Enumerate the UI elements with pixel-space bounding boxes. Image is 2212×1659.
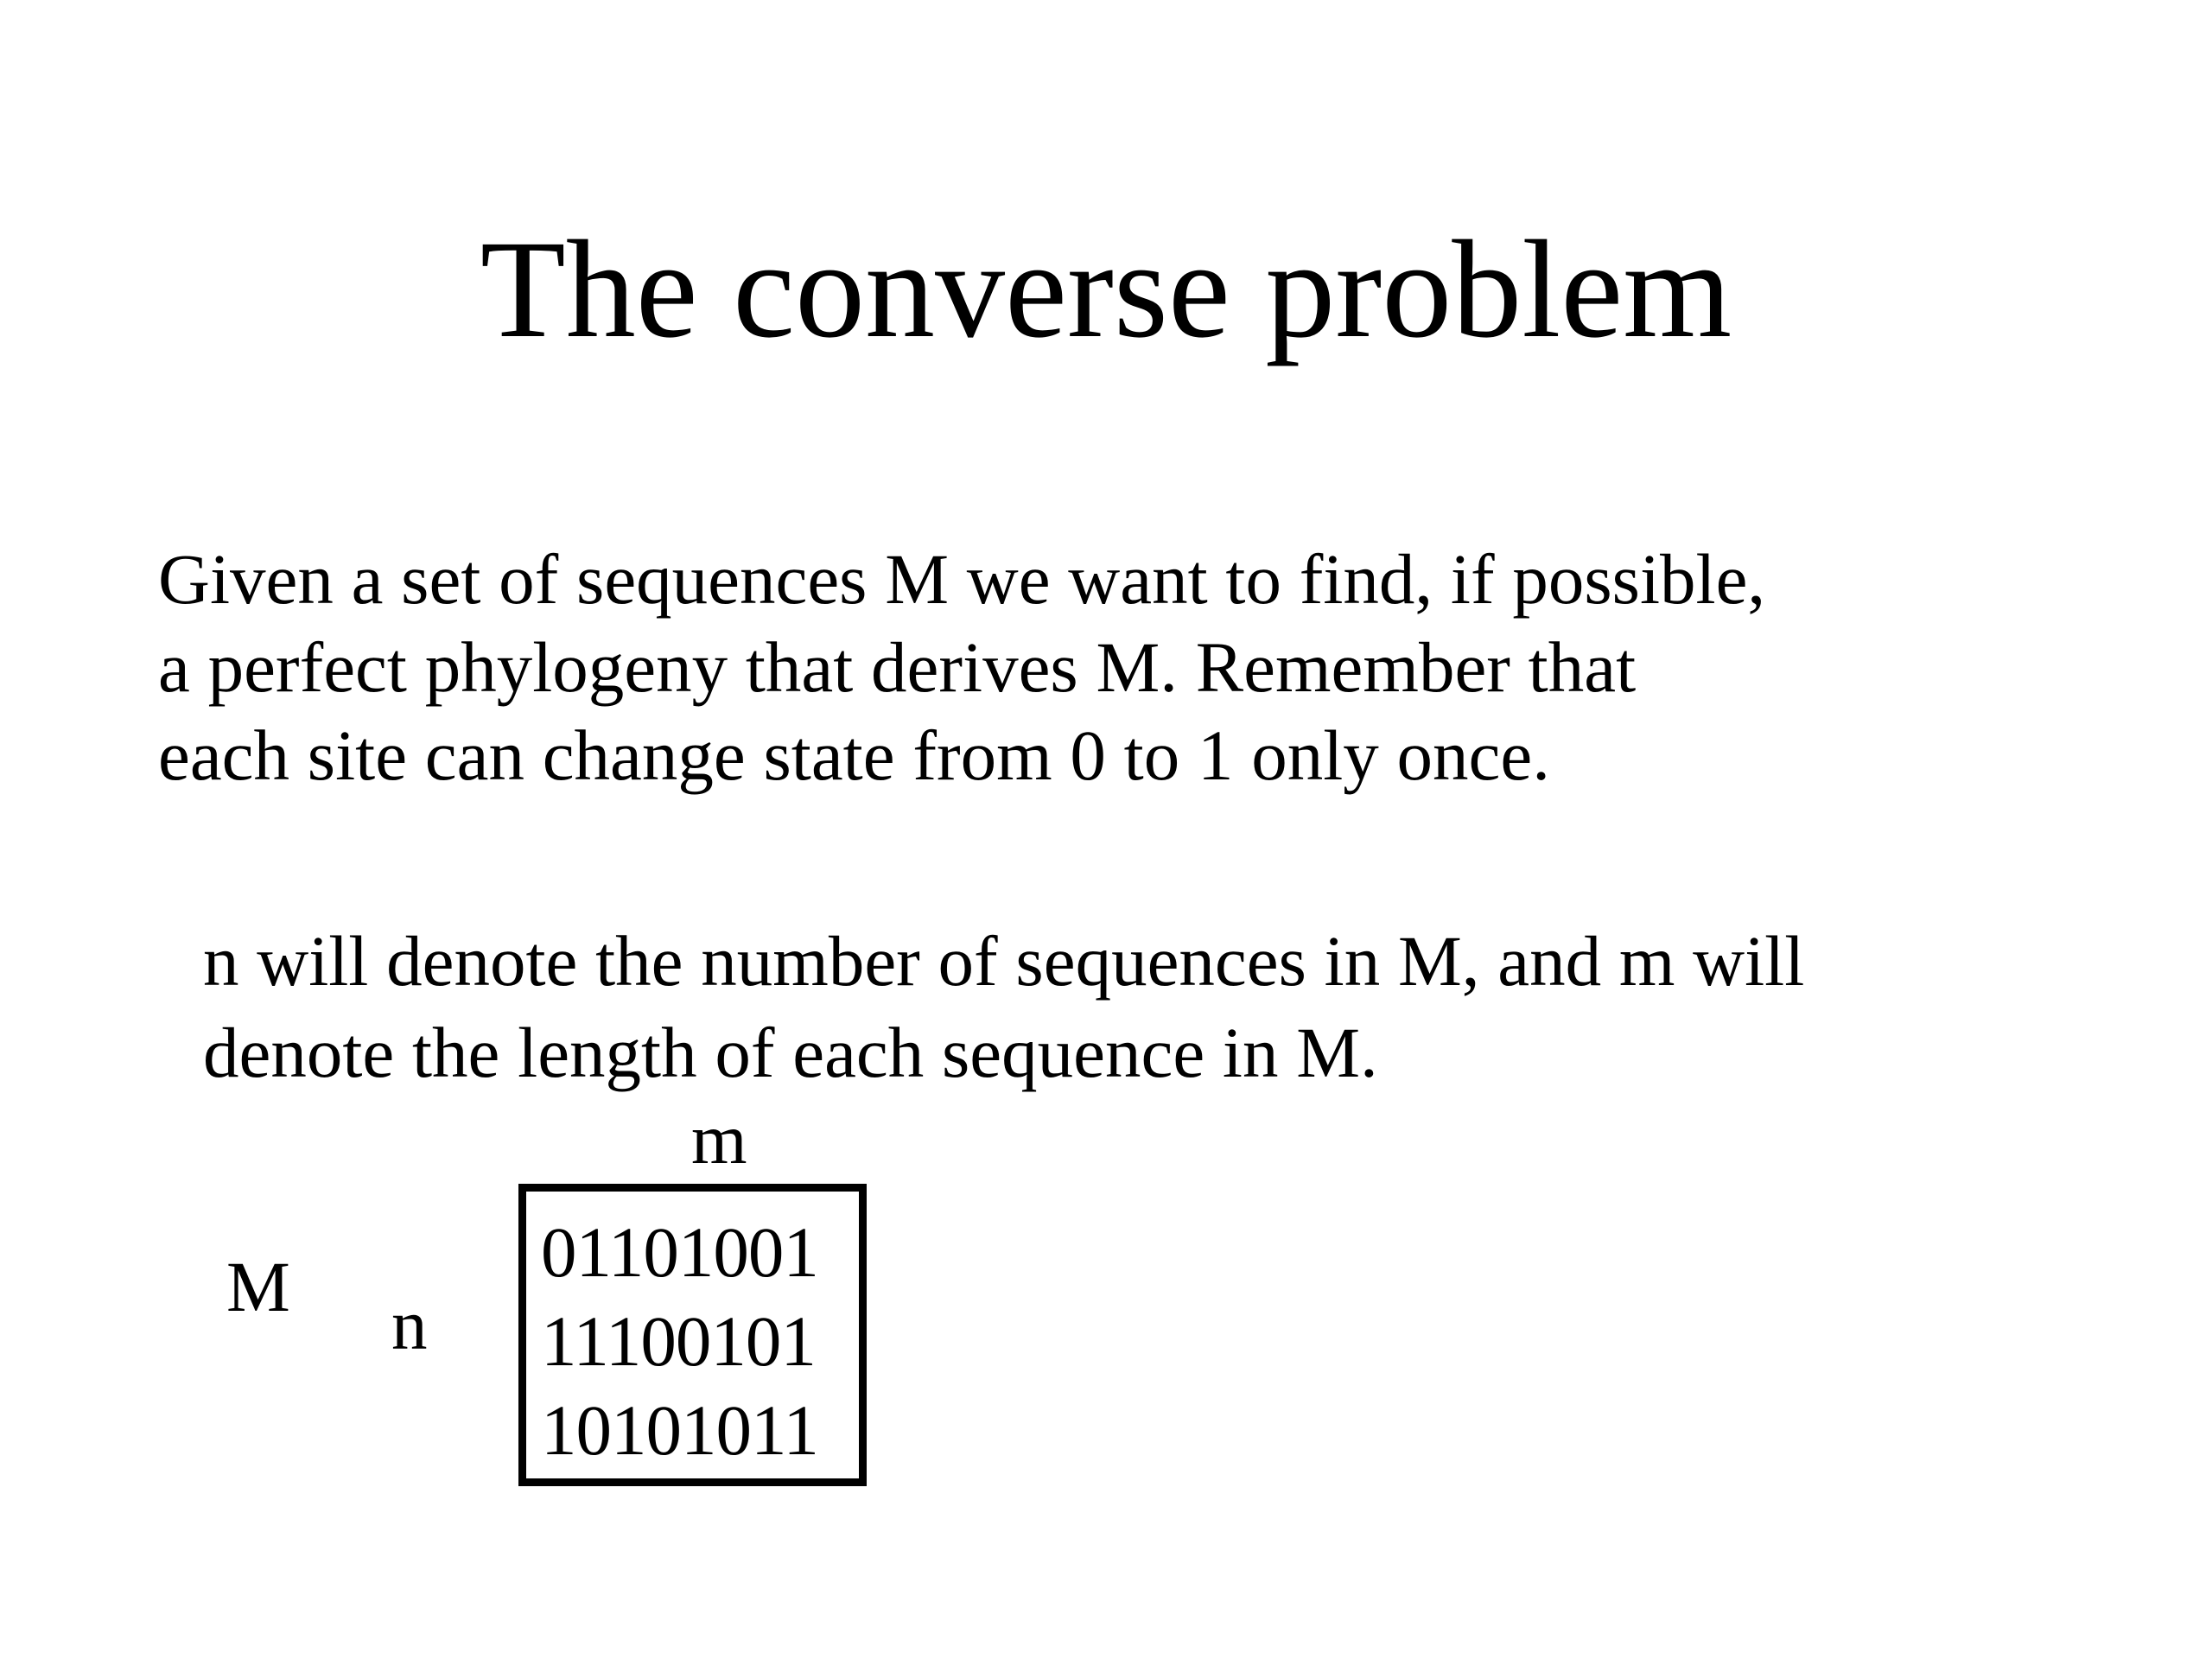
- matrix-row: 10101011: [541, 1390, 818, 1470]
- definition-paragraph: [203, 915, 1804, 1098]
- matrix-name-label: M: [226, 1247, 290, 1326]
- sequence-matrix: [541, 1208, 818, 1475]
- slide-title: The converse problem: [480, 213, 1732, 367]
- definition-line: n will denote the number of sequences in M, and m will: [203, 921, 1805, 1001]
- row-count-label: n: [391, 1285, 428, 1364]
- column-count-label: m: [691, 1099, 747, 1179]
- matrix-row: 11100101: [541, 1301, 816, 1381]
- intro-line: a perfect phylogeny that derives M. Remember that: [158, 627, 1637, 707]
- matrix-row: 01101001: [541, 1212, 818, 1292]
- definition-line: denote the length of each sequence in M.: [203, 1013, 1378, 1092]
- intro-line: Given a set of sequences M we want to find, if possible,: [158, 539, 1766, 619]
- intro-line: each site can change state from 0 to 1 only once.: [158, 715, 1550, 795]
- intro-paragraph: [158, 535, 1765, 799]
